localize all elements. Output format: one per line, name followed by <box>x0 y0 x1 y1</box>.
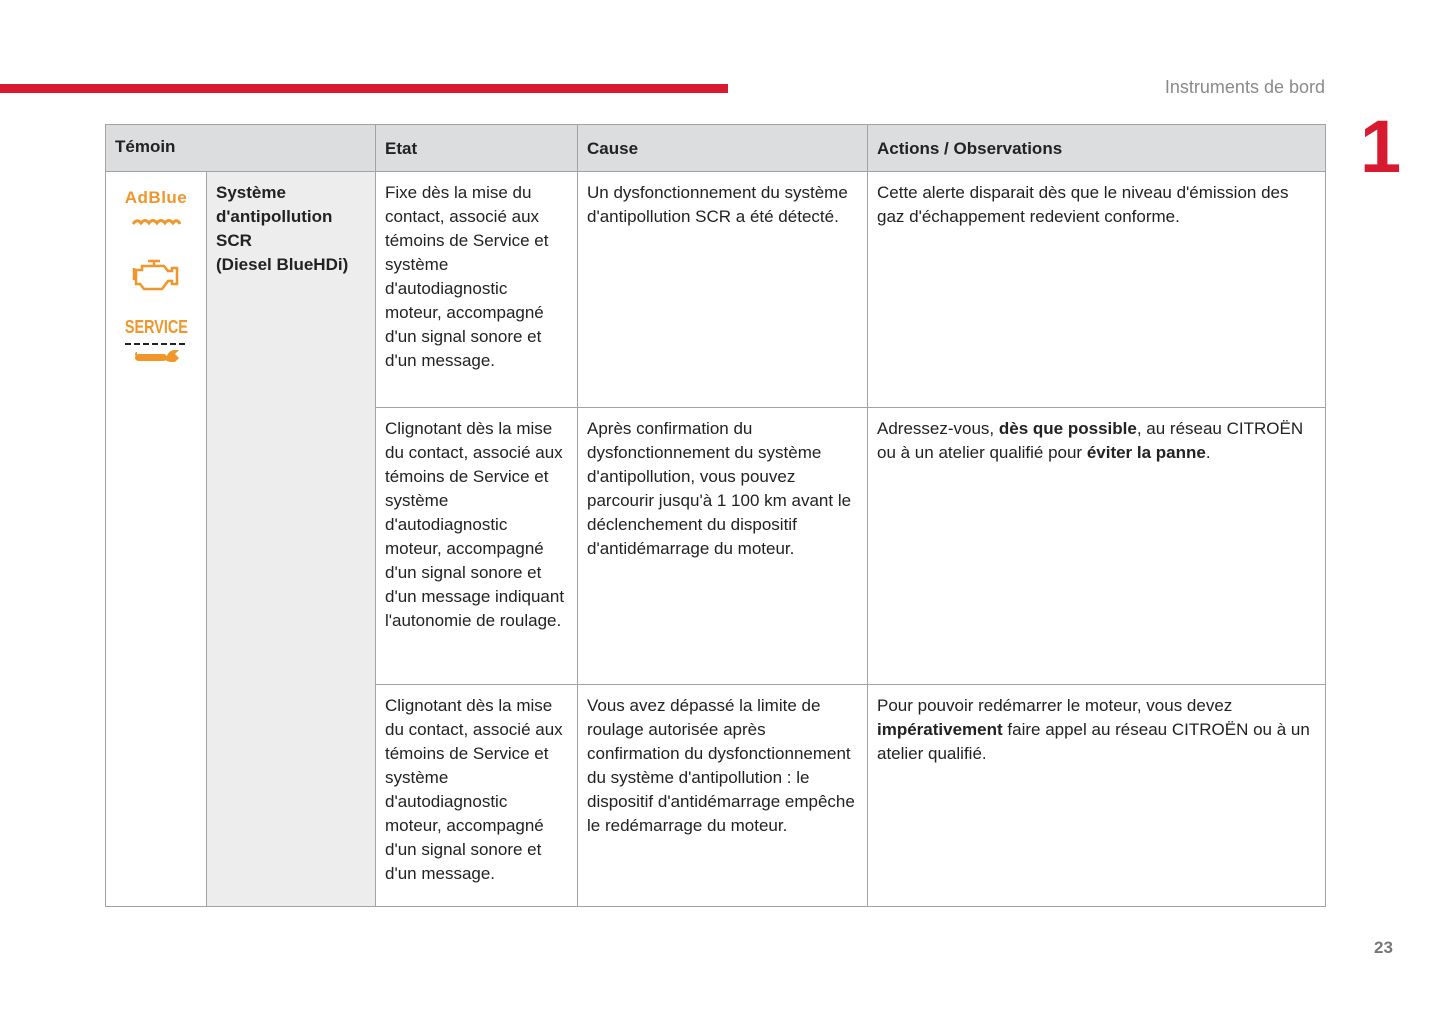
action-text: . <box>1205 443 1211 462</box>
actions-cell <box>868 685 1326 907</box>
running-title: Instruments de bord <box>1164 77 1325 97</box>
cause-cell: Après confirmation du dysfonctionnement du système d'antipollution, vous pouvez parcourir jusqu'à 1 100 km avant le déclenchement du dispositif d'antidémarrage du moteur. <box>578 408 868 685</box>
col-header-etat: Etat <box>376 125 578 172</box>
page-number: 23 <box>1374 938 1393 957</box>
system-name-line: d'antipollution <box>216 207 333 226</box>
warning-lights-table <box>105 124 1326 907</box>
col-header-actions: Actions / Observations <box>868 125 1326 172</box>
system-name-line: Système <box>216 183 286 202</box>
actions-cell <box>868 172 1326 408</box>
system-name-line: SCR <box>216 231 252 250</box>
system-name-cell <box>207 172 376 907</box>
etat-cell: Clignotant dès la mise du contact, associé aux témoins de Service et système d'autodiagnostic moteur, accompagné d'un signal sonore et d'un message. <box>376 685 578 907</box>
action-text: Cette alerte disparait dès que le niveau d'émission des gaz d'échappement redevient conforme. <box>877 183 1289 226</box>
adblue-icon: AdBlue <box>115 186 197 234</box>
chapter-number: 1 <box>1360 105 1402 188</box>
engine-check-icon <box>115 258 197 301</box>
col-header-cause: Cause <box>578 125 868 172</box>
header-red-bar <box>0 84 728 93</box>
col-header-temoin: Témoin <box>106 125 376 172</box>
cause-cell: Un dysfonctionnement du système d'antipollution SCR a été détecté. <box>578 172 868 408</box>
indicator-icons-cell <box>106 172 207 907</box>
emphasis-text: impérativement <box>877 720 1003 739</box>
etat-cell: Fixe dès la mise du contact, associé aux témoins de Service et système d'autodiagnostic moteur, accompagné d'un signal sonore et d'un message. <box>376 172 578 408</box>
table-row <box>106 172 1326 408</box>
service-wrench-icon: SERVICE <box>115 315 197 377</box>
etat-cell: Clignotant dès la mise du contact, associé aux témoins de Service et système d'autodiagnostic moteur, accompagné d'un signal sonore et d'un message indiquant l'autonomie de roulage. <box>376 408 578 685</box>
emphasis-text: dès que possible <box>998 419 1137 438</box>
cause-cell: Vous avez dépassé la limite de roulage autorisée après confirmation du dysfonctionnement du système d'antipollution : le dispositif d'antidémarrage empêche le redémarrage du moteur. <box>578 685 868 907</box>
actions-cell <box>868 408 1326 685</box>
action-text: faire appel au réseau CITROËN ou à un atelier qualifié. <box>877 720 1310 763</box>
action-text: Adressez-vous, <box>877 419 999 438</box>
action-text: Pour pouvoir redémarrer le moteur, vous devez <box>877 696 1233 715</box>
system-name-line: (Diesel BlueHDi) <box>216 255 349 274</box>
action-text: , au réseau CITROËN ou à un atelier qualifié pour <box>877 419 1304 462</box>
emphasis-text: éviter la panne <box>1086 443 1206 462</box>
